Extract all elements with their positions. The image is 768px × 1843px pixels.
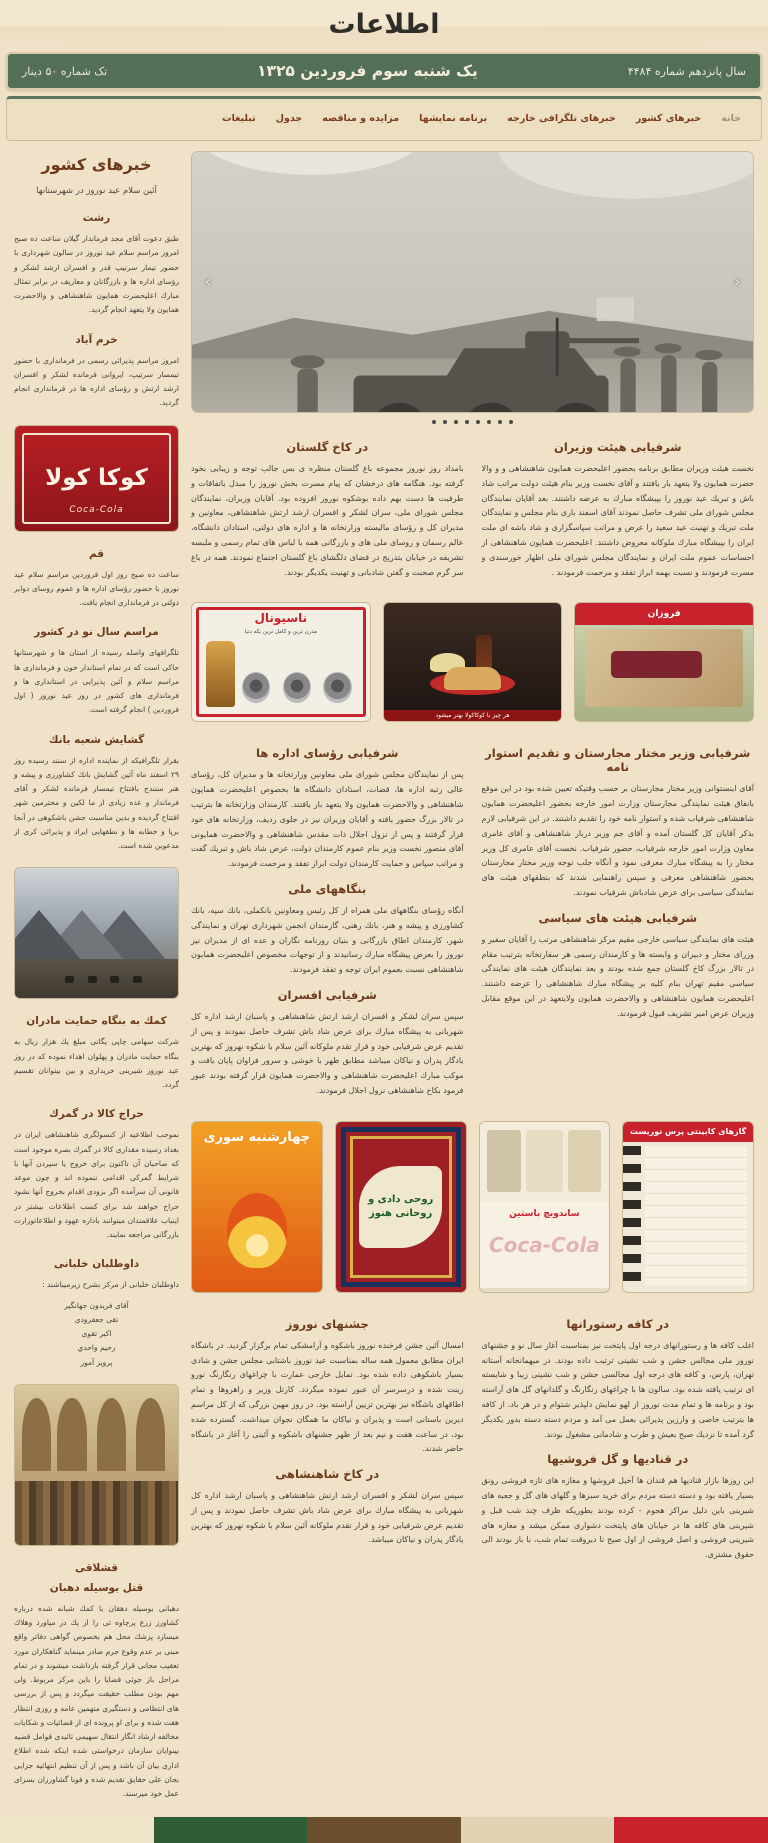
main-content — [191, 151, 754, 1807]
carousel-dot-1[interactable] — [498, 420, 502, 424]
coca-cola-wordmark: Coca‑Cola — [488, 1232, 600, 1257]
article-title: در کاخ گلستان — [286, 440, 369, 454]
sidebar-article-title: مراسم سال نو در کشور — [34, 626, 159, 639]
mountain-peak — [14, 910, 83, 962]
carousel-prev-icon[interactable]: ‹ — [733, 272, 741, 292]
article-title: شرفیابی هیئت های سیاسی — [538, 910, 698, 925]
sidebar-article-body: شرکت سهامی چاپی یگانی مبلغ یك هزار ریال به بنگاه حمایت مادران و پهلوان اهداء نموده که در روز عید نوروز شیرینی خریداری و بین بیتوانان تقسیم گردد. — [14, 1037, 179, 1089]
footer-tile[interactable] — [614, 1817, 768, 1843]
article-body: سپس سران لشکر و افسران ارشد ارتش شاهنشاهی و پاسبان ارشد اداره كل شهربانی به پیشگاه مبارك برای عرض شاد باش تشرف حاصل نمودند و پس از تقدیم عرض شرفیابی خود و قرار تقدم ملوکانه آئین سلام با شکوه نهروز كه بهترین یادگار پدران و نیاکان میباشد مطابق ظهر با خوشی و سرور فراوان پایان یافت و موکب مبارك اعلیحضرت شاهنشاهی و والاحضرت همایون قرار گرفته بودند عبور فرمود بکاخ شاهنشاهی نزول اجلال فرمودند. — [191, 1011, 464, 1095]
ad-subheadline: مدرن ترین و کامل ترین بکه دنیا — [244, 629, 318, 636]
carousel-dot-2[interactable] — [487, 420, 491, 424]
ad-brand-name: كوكا كولا — [45, 465, 148, 491]
issue-number: سال پانزدهم شماره ۴۴۸۴ — [627, 64, 746, 78]
ad-headline: ناسیونال — [254, 611, 308, 626]
sidebar-article-title: حراج كالا در گمرك — [49, 1108, 144, 1121]
rider-figure — [65, 976, 74, 983]
carousel-dot-6[interactable] — [443, 420, 447, 424]
article-title: در کاخ شاهنشاهی — [275, 1467, 380, 1482]
coca-cola-wordmark: Coca-Cola — [69, 504, 124, 515]
article-body: سپس سران لشکر و افسران ارشد ارتش شاهنشاهی و پاسبان ارشد اداره كل شهربانی به پیشگاه مبارك برای عرض شاد باش تشرف حاصل نمودند و پس از تقدیم عرض شرفیابی خود و قرار تقدم ملوکانه آئین سلام با شکوه نهروز كه بهترین یادگار پدران و نیاکان میباشد. — [191, 1491, 464, 1545]
date-bar — [6, 52, 762, 90]
article-body: آقای اینستوانی وزیر مختار مجارستان بر حسب وقتیکه تعیین شده بود در این موقع بانفاق هیئت نمایندگی مجارستان وزارت امور خارجه بحضور اعلیحضرت همایون شاهنشاهی شرفیاب شده و استوار نامه خود را تقدیم داشتند. در این شرفیابی لازم بذکر آقایان كل گلستان آمده و آقای جم وزیر دربار شاهنشاهی و آقای عامری معاون وزارت امور خارجه شرفیاب، حضور شرفیاب. نخست آقای عامری کل وزیر مختار را به پیشگاه مبارك معرفی نمود و آنگاه جلب توجه وزیر مختار مجارستان بحضور شاهنشاهی معرفی و سپس راهنمایی شدند که بنطقهای هیئت های نمایندگی سیاسی برای عرض شادباش شرفیاب نمودند. — [481, 784, 754, 897]
sidebar-article-title: خرم آباد — [75, 333, 118, 346]
photo-carousel[interactable] — [191, 151, 754, 413]
ad-caption: هر چیز با کوکاکولا بهتر میشود — [384, 710, 562, 721]
decorative-edge — [623, 1146, 641, 1286]
footer-tile[interactable] — [154, 1817, 308, 1843]
list-item: رحیم واحدي — [77, 1343, 116, 1353]
carousel-dot-7[interactable] — [432, 420, 436, 424]
footer-tile[interactable] — [307, 1817, 461, 1843]
carousel-dots[interactable] — [191, 413, 754, 426]
article-column-right — [191, 430, 464, 588]
sidebar-article-title: داوطلبان خلبانی — [53, 1258, 140, 1271]
nav-item-3[interactable]: برنامه نمایشها — [419, 113, 488, 124]
nav-item-0[interactable]: خانه — [721, 113, 741, 124]
poster-panel — [487, 1130, 521, 1192]
volunteer-list — [14, 1299, 179, 1370]
sidebar-article-title: كمك به بنگاه حمایت مادران — [26, 1015, 167, 1028]
footer-tile[interactable] — [461, 1817, 615, 1843]
arch-art — [97, 1398, 126, 1472]
article-body: نخست هیئت وزیران مطابق برنامه بحضور اعلیحضرت همایون شاهنشاهی و و والا حضرت همایون ولا یتعهد بار یافتند و آقای نخست وزیر بنام هیئت دولت مراتب شاد باش و تبریك عید نوروز را بپیشگاه مبارك به عرضه داشتند. بعد آقایان نمایندگان مجلس شورای ملی تشرف حاصل نمودند آقای اسفند باری بنام مجلس و نمایندگان ملت تبریك و تهنیت عید سعید را عرض و مراتب سپاسگزاری و شاد باشه ای ملت ایران را بپیشگاه مبارك ملوکانه معروض داشتند. اعلیحضرت همایون شاهنشاهی از احساسات عموم ملت ایران و نمایندگان مجلس شورای ملی اظهار خورسندی و مسرت فرمودند و نسبت بهمه ابراز تفقد و مرحمت فرمودند . — [481, 464, 754, 577]
carousel-dot-4[interactable] — [465, 420, 469, 424]
ad-headline-band: گازهای کابینتی پرس توریست — [623, 1122, 753, 1142]
list-item: آقای فریدون جهانگیر — [64, 1300, 129, 1310]
article-body: امسال آئین جشن فرخنده نوروز باشکوه و آرامشکی تمام برگزار گردید. در باشگاه ایران مطابق معمول همه ساله بمناسبت عید نوروز باشتابی مجلس جشن و شادی بسیار باشکوهی داده شده بود. تمایل خارجی عمارت با چراغهای رنگارنگ نورو زینت شده و درسرسر آن عبور نموده میگردد. کارتل وزیر و راهروها و تمام اطاقهای باشگاه نیز بهترین تزیین آراسته بود. در روز مهین بزرگی که از کل مراسم دیرین باستانی است و پذیران و نیاکان ما همگان نجوان میداشت. گسترده شده بود، در ساعت هفت و نیم بعد از ظهر جشنهای باشکوه و آئینی را آغاز در باشگاه حاضر شدند. — [191, 1340, 464, 1454]
paper-name: اطلاعات — [328, 9, 440, 40]
article-body: این روزها بازار قنادیها هم قندان ها آخیل فروشها و مغازه های تازه فروشی رونق بسیار یافته بود و دسته دسته مردم برای خرید سبزها و گلهای های گل و جعبه های شیرینی باین دلیل مراکز هجوم - كرده بودند بطوریکه ظرف چند شب قبل و شیرینی های کافه ها در خیابان های پایتخت دشواری ممکن میشد و مغازه های شیرینی فروشی و اصل فروشی از اول صبح تا دیروقت تمام شب، با باز بودند الی حقوق مشتری. — [481, 1476, 754, 1560]
carousel-dot-5[interactable] — [454, 420, 458, 424]
coca-cola-sidebar-ad[interactable] — [14, 425, 179, 532]
masthead — [0, 0, 768, 48]
page-title: خبرهای کشور — [41, 155, 152, 174]
sandwich-coke-ad[interactable] — [479, 1121, 611, 1293]
coca-cola-food-ad[interactable] — [383, 602, 563, 722]
carousel-next-icon[interactable]: › — [204, 272, 212, 292]
sidebar-article-title: رشت — [82, 212, 111, 224]
sidebar-article-title: گشایش شعبه بانك — [48, 733, 145, 746]
poster-panel — [526, 1130, 562, 1192]
ad-headline: ساندویچ باستین — [509, 1208, 580, 1219]
sidebar-article-body: امروز مراسم پذیرائی رسمی در فرمانداری با حضور تیمسار سرتیپ، ایروانی فرمانده لشکر و افسران ارشد ارتش و رؤسای اداره ها در فرمانداری انجام گردید. — [14, 355, 179, 408]
article-title: شرفیابی رؤسای اداره ها — [256, 746, 399, 761]
list-item: اکبر تقوی — [81, 1329, 112, 1338]
article-column-left — [482, 736, 755, 1106]
arch-art — [57, 1398, 86, 1472]
issue-date: یک شنبه سوم فروردین ۱۳۲۵ — [257, 62, 478, 80]
national-fan-ad[interactable] — [191, 602, 371, 722]
ad-row-1 — [191, 602, 754, 722]
article-columns-mid — [191, 736, 754, 1106]
nav-item-4[interactable]: مزایده و مناقصه — [322, 113, 400, 124]
nav-item-5[interactable]: جدول — [275, 113, 303, 124]
article-columns-top — [191, 430, 754, 588]
article-title: در قنادیها و گل فروشیها — [547, 1452, 689, 1467]
fire-icon — [227, 1193, 287, 1268]
article-body: هیئت های نمایندگی سیاسی خارجی مقیم مرکز شاهنشاهی مرتب را آقایان سفیر و وزرای مختار و دبیران و وابسته ها و کارمندان رسمی هر سفارتخانه بترتیب مقام در تالار بزرگ کاخ گلستان جمع شده بودند و بعد نمایندگان هیئت های نمایندگی سیاسی مقیم تهران بنام کلیه بر پیشگاه مبارك شاهنشاهی را عرضه داشتند. اعلیحضرت همایون شاهنشاهی و والاحضرت همایون ولایتعهد در این موقع مقابل وزیران عرض امیر تشریف قبول فرمودند. — [481, 934, 754, 1018]
fan-icon — [323, 672, 351, 703]
article-column-left — [482, 1307, 755, 1571]
nav-item-6[interactable]: تبلیغات — [222, 113, 256, 124]
bottle-art — [206, 641, 234, 707]
article-column-left — [482, 430, 755, 588]
rider-figure — [88, 976, 97, 983]
carpet-ad[interactable] — [335, 1121, 467, 1293]
article-title: بنگاههای ملی — [288, 881, 367, 896]
article-title: در کافه رستورانها — [566, 1316, 670, 1331]
article-columns-bottom — [191, 1307, 754, 1571]
footer-ad-strip — [0, 1817, 768, 1843]
article-title: شرفیابی وزیر مختار مجارستان و تقدیم استوار نامه — [485, 746, 751, 775]
sidebar-article-subtitle: قتل بوسیله دهبان — [49, 1581, 144, 1594]
fan-icon — [283, 672, 311, 703]
ad-headline: روحی دادی و روحانی هنوز — [359, 1166, 442, 1248]
section-lede: آئین سلام عید نوروز در شهرستانها — [36, 186, 157, 196]
rider-figure — [110, 976, 119, 983]
page-body — [0, 141, 768, 1807]
carousel-dot-0[interactable] — [509, 420, 513, 424]
rider-figure — [133, 976, 142, 983]
article-body: اغلب کافه ها و رستورانهای درجه اول پایتخت نیز بمناسبت آغاز سال نو و جشنهای نوروز ملی مجالس جشن و شب نشینی ترتیب داده بودند. در میهمانخانه آستانه تهران، پارس، و کافه های درجه اول مجالسی جشن و شب نشینی زیبا و شایسته ای ترتیب یافته شده بود. سالون ها با چراغهای رنگارنگ و گلدانهای گل های آراسته بود و برنامه ها و تمام مدت نوروز از لهو نمایش دلپذیر شتوام و در هر باد، از کافه ها بترتیب خاصی و وارزین پذیرائی بعمل می آمد و مردم دسته دسته بدور یکدیگر گرد آمده تا نزدیك صبح بعیش و طرب و شادمانی مشغول بودند. — [481, 1340, 754, 1439]
arch-art — [22, 1398, 51, 1472]
article-title: جشنهای نوروز — [285, 1316, 369, 1331]
fan-icon — [242, 672, 270, 703]
mountain-caravan-art[interactable] — [14, 867, 179, 999]
arch-art — [136, 1398, 165, 1472]
sidebar-article-body: دهبانی بوسیله دهقان با كمك شبانه شده درباره کشاورز زرع پرچاوه ئی را از یك در میاورد وهلاك میسازد پزشك محل هم بخصوص گواهی دفاتر واقع مبنی بر عدم وقوع جرم صادر مینماید گناهکاران مورد تعقیب مجانی قرار گرفته بازداشت میشوند و در تمام مراحل باز جوئی قضایا را باین مرکز مربوط. ولی مهم بودن مطلب حقیقت میگردد و پس از بررسی های انتظامی و دستگیری متهمین عامه و روزی انتظار هفت شده و برای او پرونده ای از قضائیات و شكایات مخالفه ارشاد انگار انتقال سهیمی تائیدی قوامل قضیه بینوایان سازمان درخواستی شده اینکه شده اطلاع اداری بیان آن باشد و پس از آن تنظیم انتهائیه جزایی بجان علی حقایق تقدیم شده و فوبا گشاورزان بسزای عمل خود میرسند. — [14, 1603, 179, 1798]
issue-price: تک شماره ۵۰ دینار — [22, 64, 108, 78]
article-title: شرفیابی هیئت وزیران — [554, 440, 682, 454]
carousel-dot-3[interactable] — [476, 420, 480, 424]
sidebar-article-body: بموجب اطلاعیه از كنسولگری شاهنشاهی ایران در بغداد رسیده مقداری كالا در گمرك بصره موجود است که صاحبان آن تاکنون برای خروج یا سپردن آنها با شرایط گمرکی اقدامی ننموده اند و چون موعد قانونی آن سرآمده اگر بزودی اقدام بخروج آنها نشود حراج خواهند شد برای کسب اطلاعات بیشتر در اینباب علاقمندان میتوانند باداره عهود و اطلاعاتوزارت بازرگانی مراجعه نمایند. — [14, 1130, 179, 1239]
list-item: پرویز آمور — [80, 1357, 113, 1367]
burger-art — [444, 667, 501, 689]
sidebar-article-body: داوطلبان خلبانی از مرکز بشرح زیرمیباشند : — [42, 1280, 179, 1290]
crowd-art — [15, 1481, 178, 1545]
nav-list — [17, 113, 751, 124]
article-column-right — [191, 1307, 464, 1571]
sidebar-article-title: قشلاقی — [74, 1561, 119, 1574]
main-navigation — [6, 96, 762, 141]
chaharshanbe-souri-ad[interactable] — [191, 1121, 323, 1293]
poster-panel — [568, 1130, 602, 1192]
persian-bazaar-art[interactable] — [14, 1384, 179, 1546]
price-table-ad[interactable] — [622, 1121, 754, 1293]
ad-row-2 — [191, 1121, 754, 1293]
sidebar-article-body: بقرار تلگرافیکه از نماینده اداره از سنند رسیده روز ۲۹ اسفند ماه آئین گشایش بانك کشاورزی و پیشه و هنر سنندج بافتتاح تیمسار فرمانده لشکر و آقای فرماندار و عده زیادی از ما لکین و محترمین شهر افتتاح گردیده و بدین مناسبت جشن باشکوهی در آنجا برپا و خطابه ها و نطقهایی ایراد و پذیرائی کری از مدعوین شده است. — [14, 755, 179, 850]
footer-tile[interactable] — [0, 1817, 154, 1843]
article-body: پس از نمایندگان مجلس شورای ملی معاونین وزارتخانه ها و مدیران كل، رؤسای عالی رتبه اداره ها، قضات، استادان دانشگاه ها بخصوص اعلیحضرت همایون شاهنشاهی و والاحضرت همایون ولا یتعهد بار یافتند. کارمندان وزارتخانه ها بترتیب در تالار بزرگ حضور یافته و آقایان وزیران نیز در جلوی ردیف، وزارتخانه های خود قرار گرفتند و پس از نزول اجلال ذات مقدس شاهنشاهی و والاحضرت همایونی آقای منصور نخست وزیر بنام عموم كارمندان دولت، عرض شاد باش و تبریك گفت و مراتب سپاس و حمایت کارمندان دولت ابراز تفقد و مرحمت فرمودند. — [191, 770, 464, 869]
article-title: شرفیابی افسران — [277, 987, 377, 1002]
carousel-photo — [192, 152, 753, 412]
ad-product-art — [585, 629, 743, 707]
ad-headline: چهارشنبه سوری — [203, 1129, 311, 1145]
sidebar-article-body: طبق دعوت آقای مجد فرماندار گیلان ساعت ده صبح امروز مراسم سلام عید نوروز در سالون شهرداری با حضور تیمار سرتیپ قدر و افسران ارشد لشکر و رؤسای اداره ها و بازرگانان و معاریف در برابر تمثال مبارك اعلیحضرت همایون شاهنشاهی و والاحضرت همایون ولا یتعهد انجام گردید. — [14, 234, 179, 315]
sidebar-article-title: قم — [88, 547, 105, 560]
sidebar — [14, 151, 179, 1807]
list-item: تقی جعفرودی — [74, 1314, 119, 1324]
nav-item-1[interactable]: خبرهای کشور — [635, 113, 702, 124]
article-body: آنگاه رؤسای بنگاههای ملی همراه از كل رئیس ومعاونین بانكملی، بانك سپه، بانك کشاورزی و پیشه و هنر، بانك رهنی، گازمندان انجمن شهرداری تهران و نمایندگی شهر، كارمندان اطاق بازرگانی و بنیان روزنامه نگاران و عده ای از مدیران نیز نوروز را بعرض پیشگاه مبارك رسانیدند و از توجهات مخصوص اعلیحضرت همایون شاهنشاهی نسبت بعموم ایران توجه و تفقد فرمودند. — [191, 905, 464, 975]
nav-item-2[interactable]: خبرهای تلگرافی خارجه — [507, 113, 616, 124]
article-body: بامداد روز نوروز مجموعه باغ گلستان منظره ی بس جالب توجه و زیبایی بخود گرفته بود. هنگامه های درخشان که پیام مسرت بخش نوروز را مبدل باتفاقات و طرفیت ها دست بهم داده بوشکوه نوروز افزوده بود. آقایان وزیران، نمایندگان مجلس شورای ملی، سران لشکر و افسران ارشد ارتش شاهنشاهی، معاونین و مدیران كل و رؤسای مالیسته وزارتخانه ها و اداره های دولتی، استادان دانشگاه، عالم رسمان و روسای ملی های و بازرگانی همه با لباس های تمام رسمی و ملبسه تشریفه در خیابان بتدریج در فضای دلگشای باغ گلستان اجتماع نمودند. همه در باغ سر گرم صحبت و گفتن شادبانی و تهنیت یکدیگر بودند. — [191, 464, 464, 577]
article-column-right — [191, 736, 464, 1106]
ad-headline-band: فروزان — [575, 603, 753, 625]
vacuum-cleaner-ad[interactable] — [574, 602, 754, 722]
ground-art — [15, 959, 178, 998]
price-rows-art — [645, 1146, 747, 1286]
sidebar-article-body: تلگرافهای واصله رسیده از استان ها و شهرستانها حاکی است که در تمام استاندار خون و فرمانداری ها مراسم سلام و آئین پذیرایی در استانداری ها و فرمانداری های کشور در روز عید نوروز ( اول فروردین ) انجام گرفته است. — [14, 648, 179, 715]
sidebar-article-body: ساعت ده صبح روز اول فروردین مراسم سلام عید نوروز با حضور رؤسای اداره ها و عموم روسای دوایر دولتی در فرمانداری انجام یافت. — [14, 569, 179, 607]
